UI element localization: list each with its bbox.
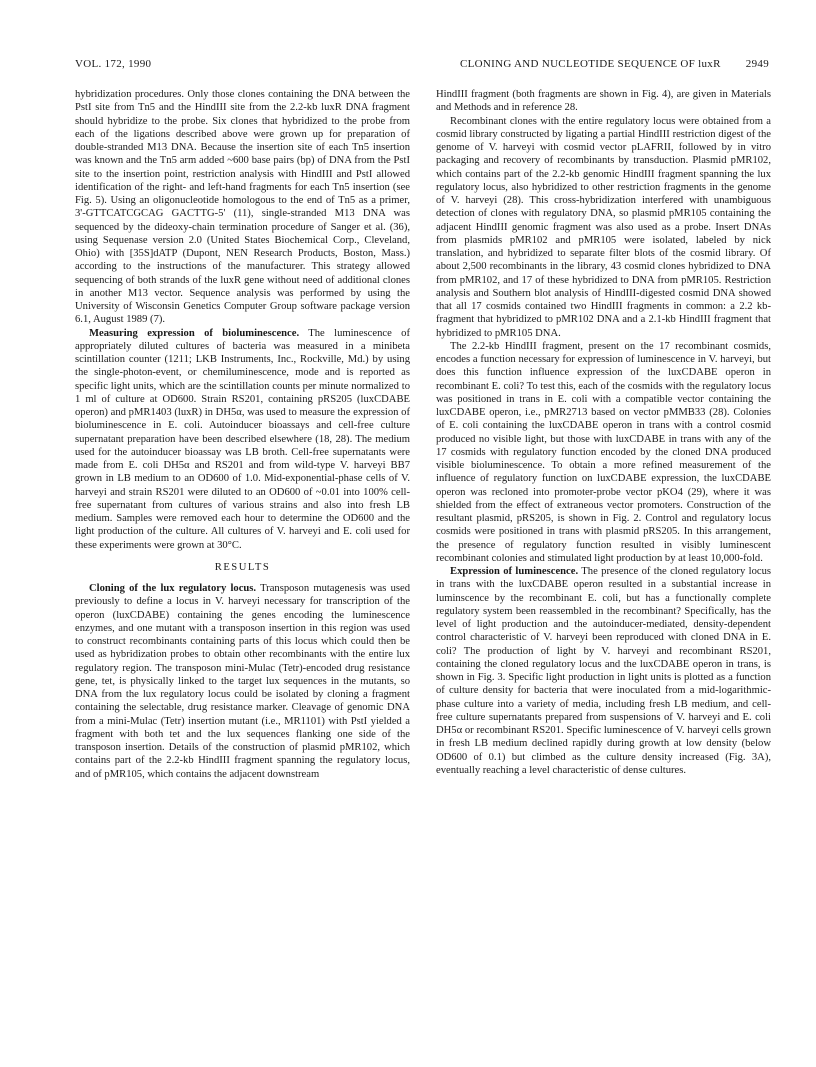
running-title: CLONING AND NUCLEOTIDE SEQUENCE OF luxR	[460, 58, 721, 70]
running-header	[75, 58, 769, 74]
paragraph-expression	[436, 565, 771, 777]
paragraph-cloning-text: Transposon mutagenesis was used previously to define a locus in V. harveyi necessary for transcription of the operon (luxCDABE) containing the genes encoding the luminescence enzymes, and one mutant with a transposon insertion in this region was used to construct recombinants containing parts of this locus which could then be used as hybridization probes to obtain other recombinants with the entire lux regulatory region. The transposon mini-Mulac (Tetr)-encoded drug resistance gene, tet, is physically linked to the target lux sequences in the mutants, so DNA from the lux regulatory locus could be isolated by cloning a fragment containing the selectable, drug resistance marker. Cleavage of genomic DNA from a mini-Mulac (Tetr) insertion mutant (i.e., MR1101) with PstI yielded a fragment with both tet and the lux sequences flanking one side of the transposon insertion. Details of the construction of plasmid pMR102, which contains part of the 2.2-kb HindIII fragment spanning the regulatory locus, and of pMR105, which contains the adjacent downstream	[75, 583, 410, 780]
header-right	[460, 58, 769, 70]
paragraph-expression-text: The presence of the cloned regulatory locus in trans with the luxCDABE operon resulted in a substantial increase in luminscence by the recombinant E. coli, but has a functionally complete regulatory system been reassembled in the recombinant? Specifically, has the level of light production and the autoinducer-mediated, density-dependent control characteristic of V. harveyi been reproduced with cloned DNA in E. coli? The production of light by V. harveyi and recombinant RS201, containing the cloned regulatory locus and the luxCDABE operon in trans, is shown in Fig. 3. Specific light production in light units is plotted as a function of culture density for bacteria that were inoculated from a mid-logarithmic-phase culture into a variety of media, including fresh LB medium, and cell-free culture supernatants prepared from suspensions of V. harveyi and E. coli DH5α or recombinant RS201. Specific luminescence of V. harveyi cells grown in fresh LB medium declined rapidly during growth at low density (below OD600 of 0.1) but climbed as the culture density increased (Fig. 3A), eventually reaching a level characteristic of dense cultures.	[436, 566, 771, 776]
paragraph-measuring	[75, 327, 410, 552]
run-in-heading-cloning: Cloning of the lux regulatory locus.	[89, 583, 257, 594]
paragraph-cosmid-library: Recombinant clones with the entire regulatory locus were obtained from a cosmid library constructed by ligating a partial HindIII restriction digest of the genome of V. harveyi with cosmid vector pLAFRII, followed by in vitro packaging and recovery of recombinants by transduction. Plasmid pMR102, which contains part of the 2.2-kb genomic HindIII fragment spanning the lux regulatory locus, also hybridized to other restriction fragments in the genome of V. harveyi (28). This cross-hybridization interfered with unambiguous detection of clones with regulatory DNA, so plasmid pMR105 containing the adjacent HindIII genomic fragment was also used as a probe. Insert DNAs from plasmids pMR102 and pMR105 were isolated, labeled by nick translation, and hybridized to separate filter blots of the cosmid library. Of about 2,500 recombinants in the library, 43 cosmid clones hybridized to DNA from pMR102, and 17 of these hybridized to DNA from pMR105. Restriction analysis and Southern blot analysis of HindIII-digested cosmid DNA showed that all 17 cosmids contained two HindIII fragments in common: a 2.2 kb-fragment that hybridized to pMR102 DNA and a 2.1-kb HindIII fragment that hybridized to pMR105 DNA.	[436, 115, 771, 339]
paragraph-trans-test: The 2.2-kb HindIII fragment, present on the 17 recombinant cosmids, encodes a function necessary for expression of luminescence in V. harveyi, but does this function influence expression of the luxCDABE operon in recombinant E. coli? To test this, each of the cosmids with the regulatory locus was positioned in trans in E. coli with a compatible vector containing the luxCDABE operon, i.e., pMR2713 based on vector pMMB33 (28). Colonies of E. coli containing the luxCDABE operon in trans with a control cosmid produced no visible light, but those with luxCDABE in trans with any of the 17 cosmids with regulatory function encoded by the cloned DNA produced visible bioluminescence. To obtain a more refined measurement of the influence of regulatory function on luxCDABE expression, the luxCDABE operon was recloned into promoter-probe vector pKO4 (29), where it was shielded from the effect of extraneous vector promoters. Construction of the resultant plasmid, pRS205, is shown in Fig. 2. Control and regulatory locus cosmids were positioned in trans with plasmid pRS205. In this arrangement, the presence of regulatory function resulted in visibly luminescent recombinant colonies and stimulated light production by at least 10,000-fold.	[436, 340, 771, 564]
run-in-heading-measuring: Measuring expression of bioluminescence.	[89, 327, 300, 339]
paragraph-cloning	[75, 582, 410, 781]
journal-volume: VOL. 172, 1990	[75, 58, 152, 70]
right-column	[436, 88, 771, 777]
section-heading-results: RESULTS	[214, 561, 271, 573]
run-in-heading-expression: Expression of luminescence.	[450, 566, 579, 577]
page-number: 2949	[745, 58, 769, 70]
left-column	[75, 88, 410, 781]
paragraph-continued: HindIII fragment (both fragments are shown in Fig. 4), are given in Materials and Methods and in reference 28.	[436, 89, 771, 114]
paragraph-sequencing: hybridization procedures. Only those clones containing the DNA between the PstI site from Tn5 and the HindIII site from the 2.2-kb luxR DNA fragment should hybridize to the probe. Six clones that hybridized to the probe from each of the ligations described above were grown up for preparation of double-stranded M13 DNA. Because the insertion site of each Tn5 insertion was known and the Tn5 arm added ~600 base pairs (bp) of DNA from the PstI site to the insertion point, restriction analysis with HindIII and PstI allowed identification of the right- and left-hand fragments for each Tn5 insertion (see Fig. 5). Using an oligonucleotide homologous to the end of Tn5 as a primer, 3'-GTTCATCGCAG GACTTG-5' (11), single-stranded M13 DNA was sequenced by the dideoxy-chain termination procedure of Sanger et al. (36), using Sequenase version 2.0 (United States Biochemical Corp., Cleveland, Ohio) with [35S]dATP (Dupont, NEN Research Products, Boston, Mass.) according to the instructions of the manufacturer. This strategy allowed sequencing of both strands of the luxR gene without need of additional clones in another M13 vector. Sequence analysis was performed by using the University of Wisconsin Genetics Computer Group software package version 6.1, August 1989 (7).	[75, 89, 410, 326]
paragraph-measuring-text: The luminescence of appropriately diluted cultures of bacteria was measured in a minibeta scintillation counter (1211; LKB Instruments, Inc., Rockville, Md.) by using the single-photon-event, or chemiluminescence, mode and is reported as specific light units, which are the scintillation counts per minute normalized to 1 ml of culture at OD600. Strain RS201, containing pRS205 (luxCDABE operon) and pMR1403 (luxR) in DH5α, was used to measure the expression of bioluminescence in E. coli. Autoinducer bioassays and cell-free culture supernatant preparation have been described elsewhere (18, 28). The medium used for the autoinducer bioassay was LB broth. Cell-free supernatants were made from E. coli DH5α and RS201 and from wild-type V. harveyi BB7 grown in LB medium to an OD600 of 1.0. Mid-exponential-phase cells of V. harveyi and strain RS201 were diluted to an OD600 of ~0.01 into 100% cell-free supernatant from cultures of various strains and also into fresh LB medium. Samples were removed each hour to determine the OD600 and the light production of the culture. All cultures of V. harveyi and E. coli used for these experiments were grown at 30°C.	[75, 327, 410, 551]
